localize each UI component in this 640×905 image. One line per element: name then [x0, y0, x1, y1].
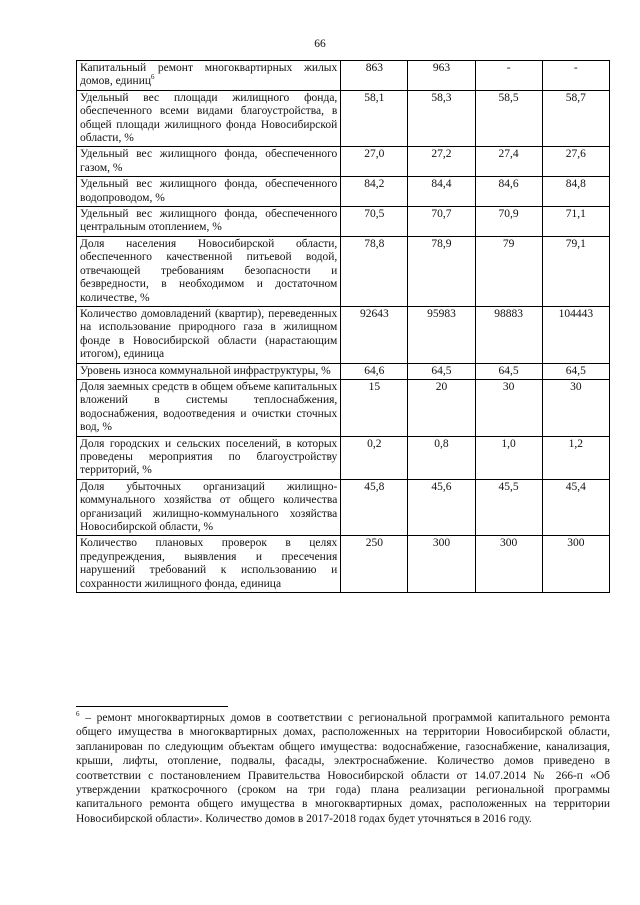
value-cell: 963 — [408, 61, 475, 91]
indicator-text: Количество плановых проверок в целях предупреждения, выявления и пресечения нарушений требований к использованию и сохранности жилищного фонда, единица — [80, 537, 338, 590]
value-cell: 78,9 — [408, 236, 475, 306]
indicator-cell — [77, 536, 341, 593]
indicator-text: Доля заемных средств в общем объеме капитальных вложений в системы теплоснабжения, водоснабжения, водоотведения и очистки сточных вод, % — [80, 380, 338, 434]
indicator-cell — [77, 147, 341, 177]
value-cell: 27,4 — [475, 147, 542, 177]
value-cell: 84,2 — [341, 177, 408, 207]
value-cell: 58,3 — [408, 90, 475, 147]
footnote-separator — [76, 706, 228, 707]
value-cell: 30 — [475, 379, 542, 436]
indicator-text: Доля убыточных организаций жилищно-коммунального хозяйства от общего количества организаций жилищно-коммунального хозяйства Новосибирской области, % — [80, 480, 338, 533]
value-cell: 27,6 — [542, 147, 609, 177]
value-cell: 45,5 — [475, 479, 542, 536]
value-cell: 84,6 — [475, 177, 542, 207]
value-cell: 78,8 — [341, 236, 408, 306]
value-cell: 1,0 — [475, 436, 542, 479]
value-cell: 45,6 — [408, 479, 475, 536]
value-cell: 70,7 — [408, 207, 475, 237]
indicator-cell — [77, 379, 341, 436]
indicators-table-body — [77, 61, 610, 593]
footnote-text: – ремонт многоквартирных домов в соответствии с региональной программой капитального ремонта общего имущества в многоквартирных домах, расположенных на территории Новосибирской области, запланирован по следующим объектам общего имущества: водоснабжение, газоснабжение, канализация, крыши, лифты, отопление, подвалы, фасады, электроснабжение. Количество домов приведено в соответствии с постановлением Правительства Новосибирской области от 14.07.2014 № 266-п «Об утверждении краткосрочного (сроком на три года) плана реализации региональной программы капитального ремонта общего имущества в многоквартирных домах, расположенных на территории Новосибирской области». Количество домов в 2017-2018 годах будет уточняться в 2016 году. — [76, 712, 610, 825]
indicator-cell — [77, 61, 341, 91]
value-cell: 45,4 — [542, 479, 609, 536]
table-row — [77, 379, 610, 436]
value-cell: 79 — [475, 236, 542, 306]
indicator-cell — [77, 90, 341, 147]
table-row — [77, 207, 610, 237]
value-cell: 27,0 — [341, 147, 408, 177]
value-cell: 58,7 — [542, 90, 609, 147]
indicator-cell — [77, 436, 341, 479]
value-cell: 0,2 — [341, 436, 408, 479]
value-cell: 70,9 — [475, 207, 542, 237]
indicator-text: Доля городских и сельских поселений, в которых проведены мероприятия по благоустройству территорий, % — [80, 437, 338, 477]
table-row — [77, 147, 610, 177]
value-cell: 0,8 — [408, 436, 475, 479]
indicator-text: Количество домовладений (квартир), переведенных на использование природного газа в жилищном фонде в Новосибирской области (нарастающим итогом), единица — [80, 307, 338, 361]
value-cell: 250 — [341, 536, 408, 593]
table-row — [77, 436, 610, 479]
value-cell: 64,5 — [408, 363, 475, 379]
indicator-text: Удельный вес жилищного фонда, обеспеченного газом, % — [80, 148, 338, 174]
value-cell: 1,2 — [542, 436, 609, 479]
table-row — [77, 363, 610, 379]
value-cell: 64,5 — [542, 363, 609, 379]
value-cell: 300 — [408, 536, 475, 593]
indicator-cell — [77, 306, 341, 363]
value-cell: 104443 — [542, 306, 609, 363]
value-cell: 98883 — [475, 306, 542, 363]
indicator-cell — [77, 363, 341, 379]
footnote-ref: 6 — [151, 73, 155, 82]
value-cell: 64,6 — [341, 363, 408, 379]
indicator-cell — [77, 479, 341, 536]
indicator-text: Удельный вес жилищного фонда, обеспеченного центральным отоплением, % — [80, 208, 338, 234]
page-number: 66 — [314, 38, 326, 50]
value-cell: 64,5 — [475, 363, 542, 379]
value-cell: 58,5 — [475, 90, 542, 147]
value-cell: 79,1 — [542, 236, 609, 306]
value-cell: 300 — [475, 536, 542, 593]
table-row — [77, 61, 610, 91]
indicators-table — [76, 60, 610, 593]
value-cell: 27,2 — [408, 147, 475, 177]
value-cell: 15 — [341, 379, 408, 436]
value-cell: 95983 — [408, 306, 475, 363]
table-row — [77, 90, 610, 147]
indicator-text: Уровень износа коммунальной инфраструктуры, % — [80, 364, 331, 377]
indicator-text: Удельный вес площади жилищного фонда, обеспеченного всеми видами благоустройства, в общей площади жилищного фонда Новосибирской области, % — [80, 91, 338, 145]
value-cell: 20 — [408, 379, 475, 436]
indicator-cell — [77, 236, 341, 306]
indicator-text: Капитальный ремонт многоквартирных жилых домов, единиц — [80, 62, 338, 88]
indicator-text: Доля населения Новосибирской области, обеспеченного качественной питьевой водой, отвечающей требованиям безопасности и безвредности, в необходимом и достаточном количестве, % — [80, 237, 338, 304]
value-cell: - — [475, 61, 542, 91]
table-row — [77, 236, 610, 306]
table-row — [77, 536, 610, 593]
indicator-cell — [77, 177, 341, 207]
value-cell: - — [542, 61, 609, 91]
value-cell: 863 — [341, 61, 408, 91]
value-cell: 92643 — [341, 306, 408, 363]
table-row — [77, 177, 610, 207]
table-row — [77, 306, 610, 363]
value-cell: 30 — [542, 379, 609, 436]
value-cell: 84,4 — [408, 177, 475, 207]
value-cell: 45,8 — [341, 479, 408, 536]
value-cell: 58,1 — [341, 90, 408, 147]
value-cell: 84,8 — [542, 177, 609, 207]
table-row — [77, 479, 610, 536]
footnote-mark: 6 — [76, 710, 80, 719]
indicator-cell — [77, 207, 341, 237]
footnote — [76, 711, 610, 826]
value-cell: 71,1 — [542, 207, 609, 237]
indicator-text: Удельный вес жилищного фонда, обеспеченного водопроводом, % — [80, 178, 338, 204]
value-cell: 300 — [542, 536, 609, 593]
value-cell: 70,5 — [341, 207, 408, 237]
